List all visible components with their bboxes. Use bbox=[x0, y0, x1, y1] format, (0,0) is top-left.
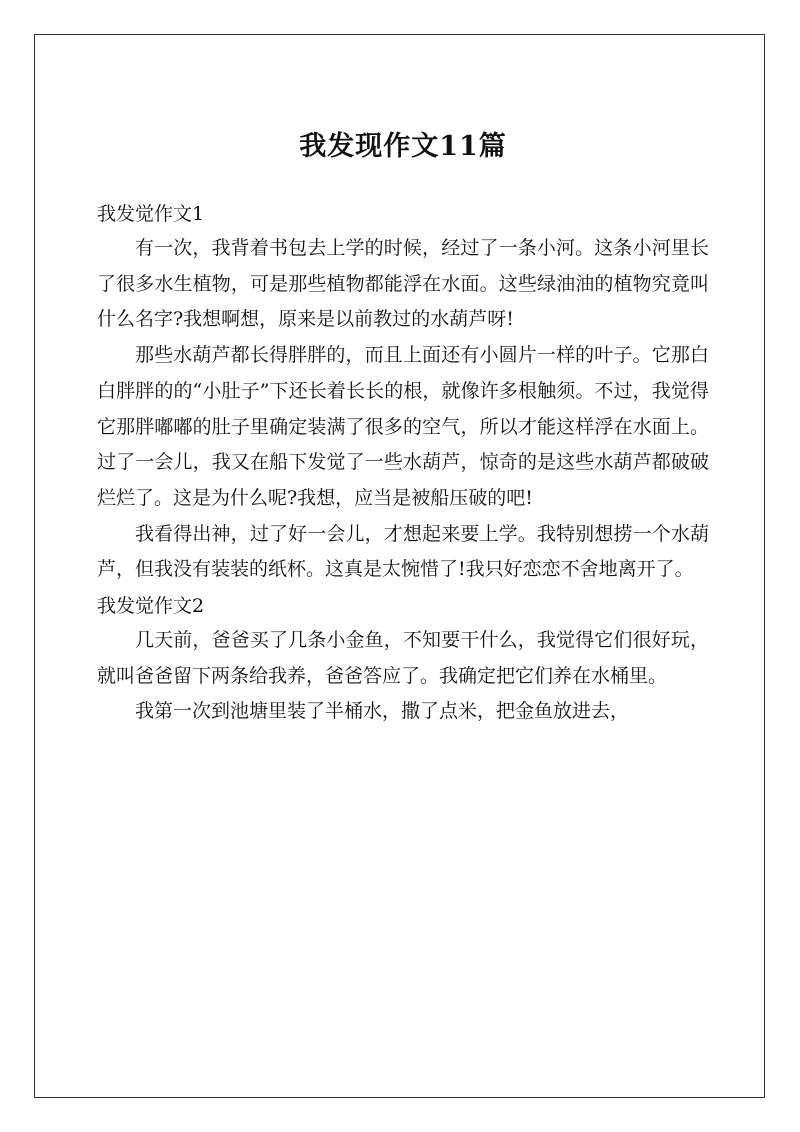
essay-section-2 bbox=[97, 590, 709, 730]
document-body bbox=[97, 122, 709, 730]
paragraph: 几天前，爸爸买了几条小金鱼，不知要干什么，我觉得它们很好玩，就叫爸爸留下两条给我养，爸爸答应了。我确定把它们养在水桶里。 bbox=[97, 629, 709, 687]
essay-section-1 bbox=[97, 198, 709, 588]
paragraph: 那些水葫芦都长得胖胖的，而且上面还有小圆片一样的叶子。它那白白胖胖的的“小肚子”下还长着长长的根，就像许多根触须。不过，我觉得它那胖嘟嘟的肚子里确定装满了很多的空气，所以才能这样浮在水面上。过了一会儿，我又在船下发觉了一些水葫芦，惊奇的是这些水葫芦都破破烂烂了。这是为什么呢?我想，应当是被船压破的吧! bbox=[97, 344, 709, 509]
paragraph: 我第一次到池塘里装了半桶水，撒了点米，把金鱼放进去， bbox=[135, 700, 630, 723]
paragraph: 我看得出神，过了好一会儿，才想起来要上学。我特别想捞一个水葫芦，但我没有装装的纸杯。这真是太惋惜了!我只好恋恋不舍地离开了。 bbox=[97, 522, 709, 581]
document-title: 我发现作文11篇 bbox=[299, 131, 507, 162]
section-heading: 我发觉作文1 bbox=[97, 203, 205, 225]
section-heading: 我发觉作文2 bbox=[97, 595, 205, 618]
paragraph: 有一次，我背着书包去上学的时候，经过了一条小河。这条小河里长了很多水生植物，可是那些植物都能浮在水面。这些绿油油的植物究竟叫什么名字?我想啊想，原来是以前教过的水葫芦呀! bbox=[97, 237, 709, 331]
